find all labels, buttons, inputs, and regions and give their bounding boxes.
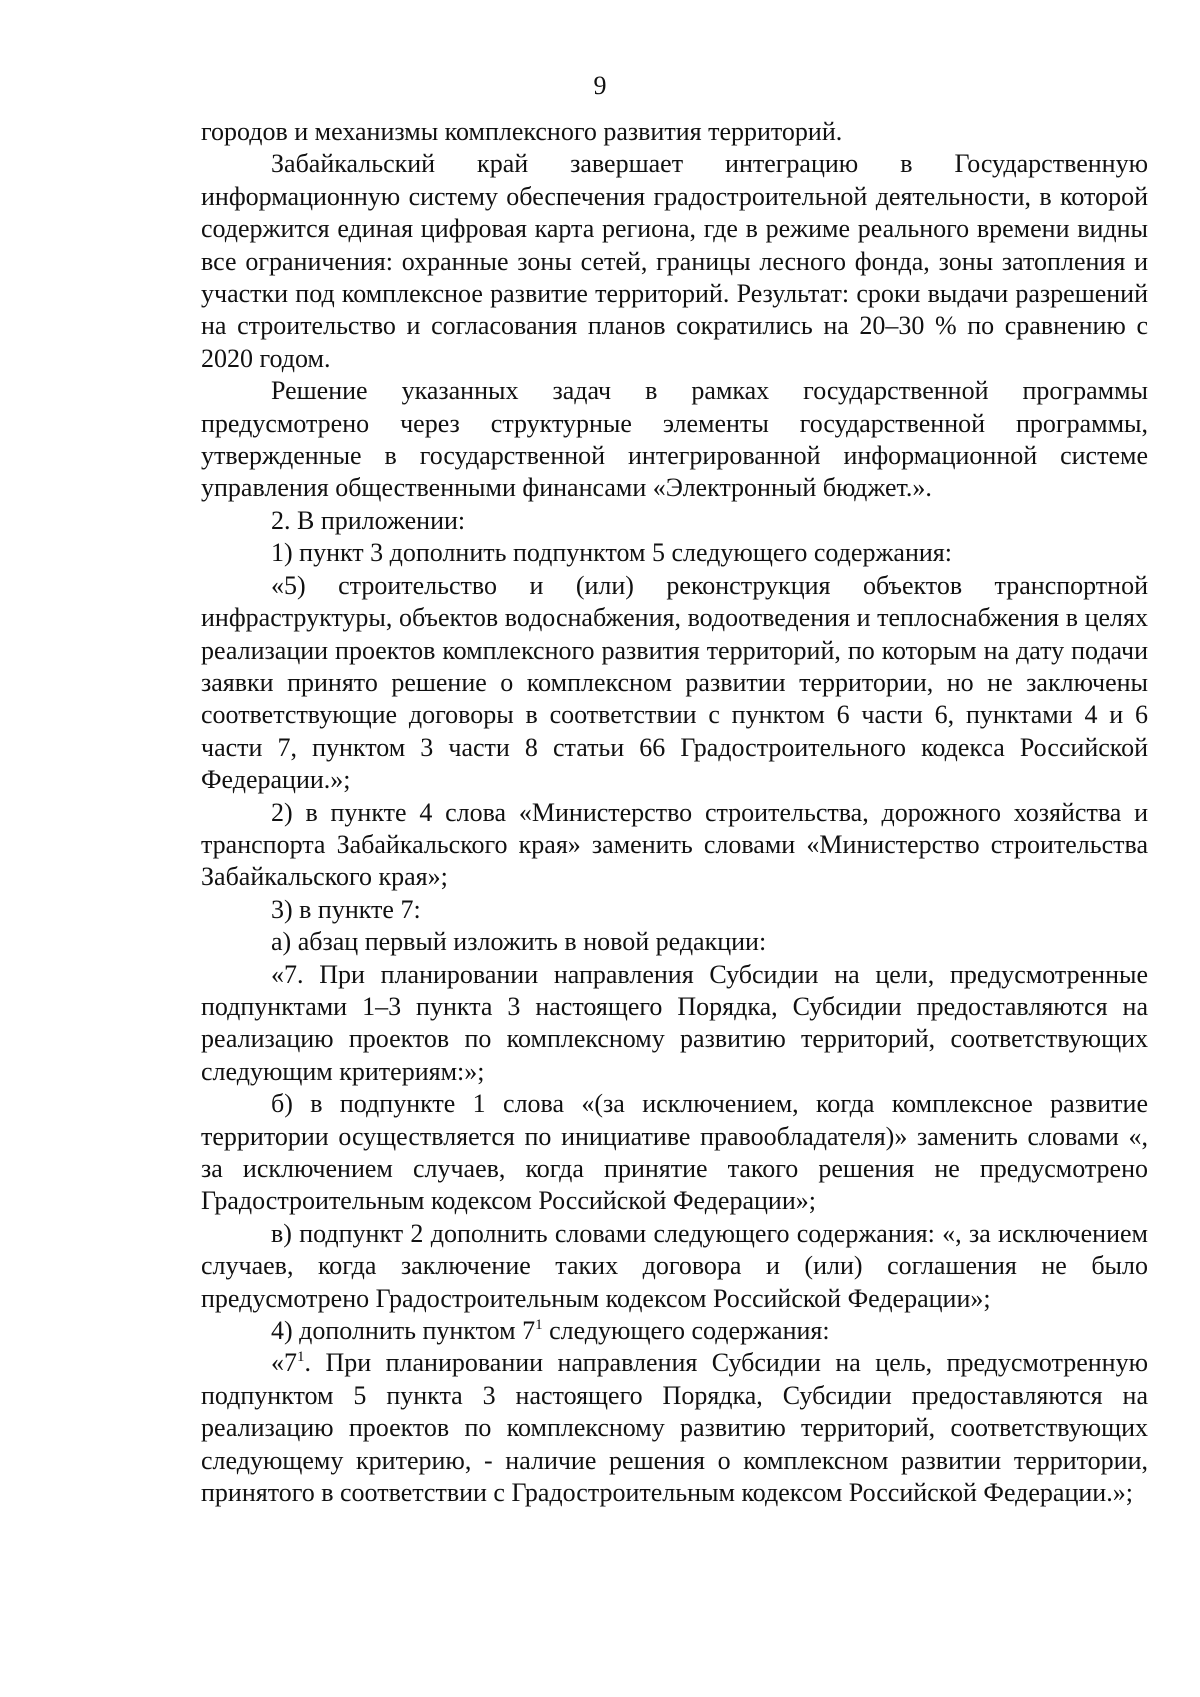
- paragraph-13: [201, 1315, 1148, 1347]
- paragraph-2: Забайкальский край завершает интеграцию в Государственную информационную систему обеспечения градостроительной деятельности, в которой содержится единая цифровая карта региона, где в режиме реального времени видны все ограничения: охранные зоны сетей, границы лесного фонда, зоны затопления и участки под комплексное развитие территорий. Результат: сроки выдачи разрешений на строительство и согласования планов сократились на 20–30 % по сравнению с 2020 годом.: [201, 149, 1148, 373]
- paragraph-8: 3) в пункте 7:: [271, 894, 421, 924]
- paragraph-14-text: «7: [271, 1348, 297, 1378]
- paragraph-10: «7. При планировании направления Субсидии на цели, предусмотренные подпунктами 1–3 пункта 3 настоящего Порядка, Субсидии предоставляются на реализацию проектов по комплексному развитию территорий, соответствующих следующим критериям:»;: [201, 959, 1148, 1086]
- paragraph-5: 1) пункт 3 дополнить подпунктом 5 следующего содержания:: [271, 538, 952, 568]
- paragraph-11: б) в подпункте 1 слова «(за исключением, когда комплексное развитие территории осуществляется по инициативе правообладателя)» заменить словами «, за исключением случаев, когда принятие такого решения не предусмотрено Градостроительным кодексом Российской Федерации»;: [201, 1089, 1148, 1216]
- paragraph-12: в) подпункт 2 дополнить словами следующего содержания: «, за исключением случаев, когда заключение таких договора и (или) соглашения не было предусмотрено Градостроительным кодексом Российской Федерации»;: [201, 1218, 1148, 1313]
- paragraph-3: Решение указанных задач в рамках государственной программы предусмотрено через структурные элементы государственной программы, утвержденные в государственной интегрированной информационной системе управления общественными финансами «Электронный бюджет.».: [201, 376, 1148, 503]
- paragraph-13-text: 4) дополнить пунктом 7: [271, 1316, 536, 1346]
- paragraph-1: городов и механизмы комплексного развития территорий.: [201, 117, 843, 146]
- paragraph-14-superscript: 1: [297, 1349, 305, 1366]
- paragraph-14-text-end: . При планировании направления Субсидии на цель, предусмотренную подпунктом 5 пункта 3 настоящего Порядка, Субсидии предоставляются на реализацию проектов по комплексному развитию территорий, соответствующих следующему критерию, - наличие решения о комплексном развитии территории, принятого в соответствии с Градостроительным кодексом Российской Федерации.»;: [201, 1348, 1148, 1508]
- page-number: 9: [593, 71, 607, 100]
- paragraph-4: 2. В приложении:: [271, 505, 466, 535]
- paragraph-14: [201, 1347, 1148, 1509]
- paragraph-9: а) абзац первый изложить в новой редакции:: [271, 927, 767, 957]
- paragraph-7: 2) в пункте 4 слова «Министерство строительства, дорожного хозяйства и транспорта Забайкальского края» заменить словами «Министерство строительства Забайкальского края»;: [201, 797, 1148, 892]
- paragraph-13-superscript: 1: [535, 1317, 543, 1334]
- document-body: [201, 116, 1148, 1509]
- paragraph-13-text-end: следующего содержания:: [542, 1316, 830, 1346]
- paragraph-6: «5) строительство и (или) реконструкция объектов транспортной инфраструктуры, объектов водоснабжения, водоотведения и теплоснабжения в целях реализации проектов комплексного развития территорий, по которым на дату подачи заявки принято решение о комплексном развитии территории, но не заключены соответствующие договоры в соответствии с пунктом 6 части 6, пунктами 4 и 6 части 7, пунктом 3 части 8 статьи 66 Градостроительного кодекса Российской Федерации.»;: [201, 570, 1148, 795]
